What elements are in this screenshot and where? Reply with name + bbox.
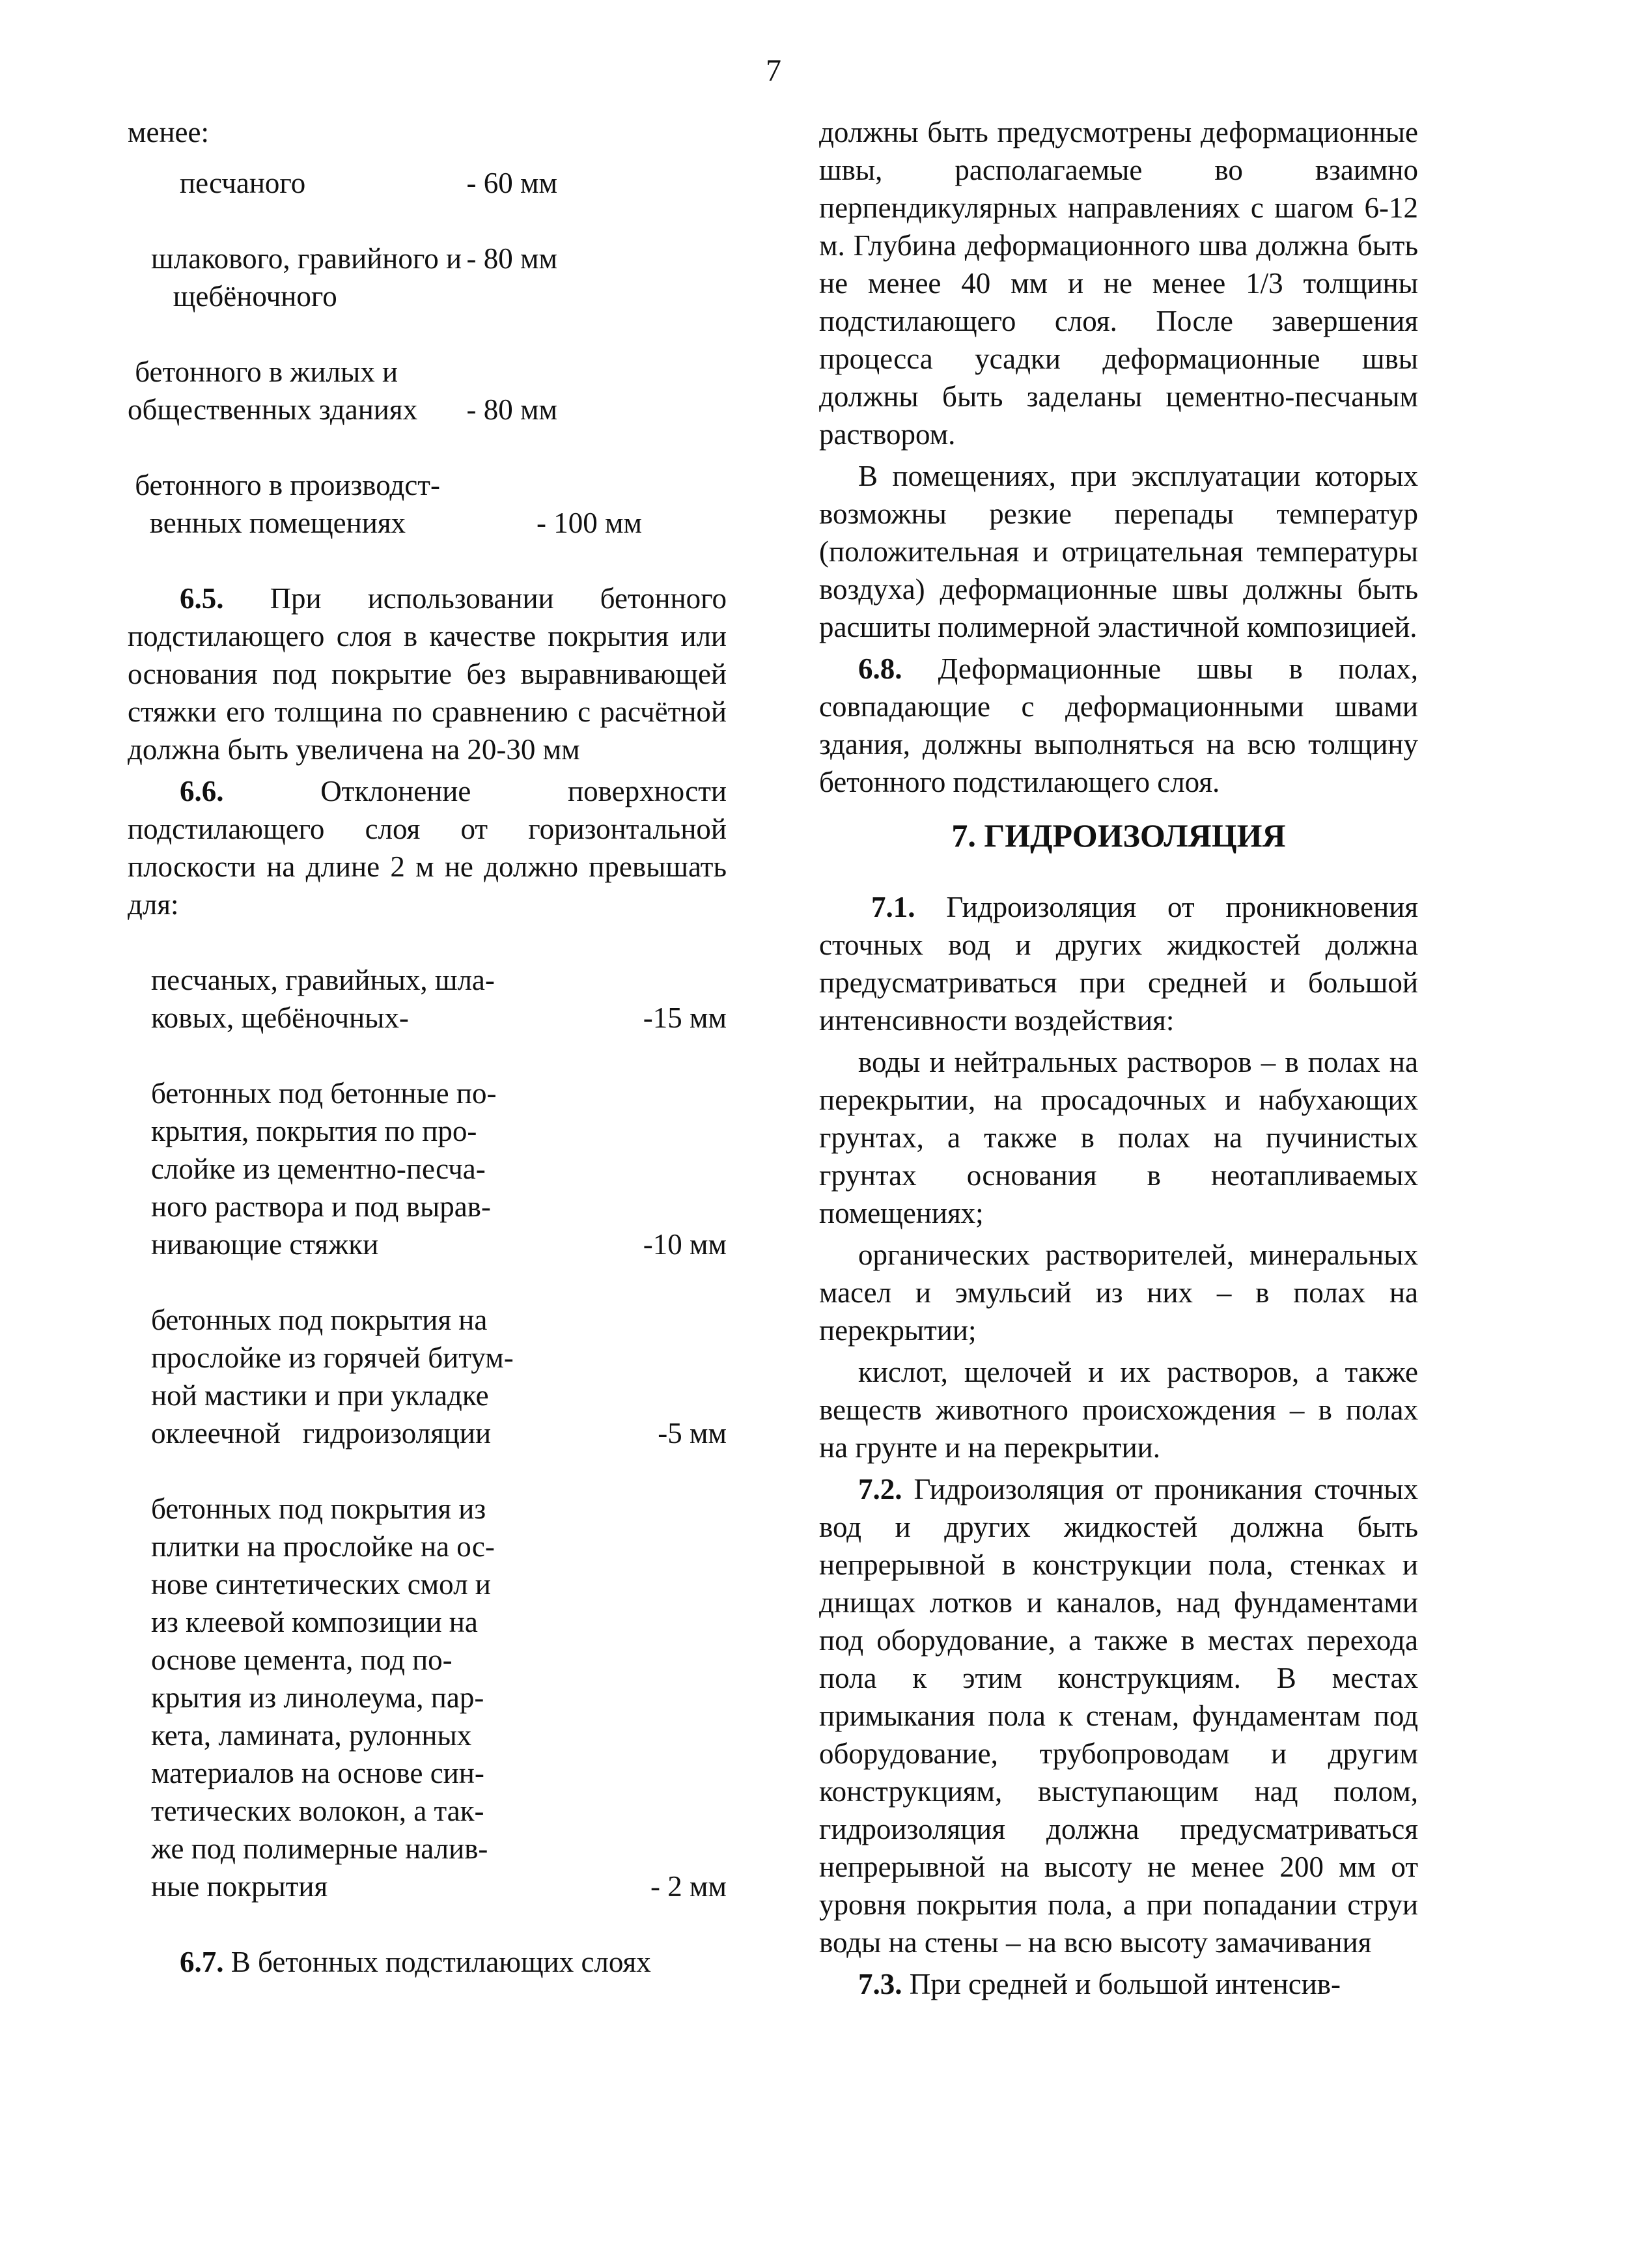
deviation-label: бетонных под покрытия из плитки на прослойке на ос- нове синтетических смол и из клеевой композиции на основе цемента, под по- крытия из линолеума, пар- кета, ламината, рулонных материалов на основе син- тетических волокон, а так- же под полимерные налив- ные покрытия: [151, 1492, 495, 1903]
paragraph-text: При использовании бетонного подстилающего слоя в качестве покрытия или основания под покрытие без выравнивающей стяжки его толщина по сравнению с расчётной должна быть увеличена на 20-30 мм: [128, 582, 727, 766]
clause-number: 6.8.: [858, 652, 902, 685]
deviation-value: -5 мм: [658, 1417, 727, 1449]
deviation-value: -10 мм: [643, 1228, 727, 1261]
paragraph-6-7: [128, 1943, 727, 1981]
deviation-item: [128, 1074, 727, 1263]
thickness-label: песчаного: [180, 167, 306, 199]
deviation-label: бетонных под бетонные по- крытия, покрытия по про- слойке из цементно-песча- ного раствора и под вырав- нивающие стяжки: [151, 1077, 497, 1261]
paragraph-text: В бетонных подстилающих слоях: [230, 1946, 651, 1978]
list-item: органических растворителей, минеральных масел и эмульсий из них – в полах на перекрытии;: [819, 1239, 1418, 1347]
intro-text: менее:: [128, 116, 209, 148]
deviation-value: -15 мм: [643, 1001, 727, 1034]
section-heading: 7. ГИДРОИЗОЛЯЦИЯ: [951, 817, 1286, 854]
paragraph-6-7-continued: [819, 113, 1418, 453]
thickness-item: [128, 240, 557, 315]
paragraph-6-6: [128, 772, 727, 923]
paragraph-text: В помещениях, при эксплуатации которых возможны резкие перепады температур (положительная и отрицательная температуры воздуха) деформационные швы должны быть расшиты полимерной эластичной композицией.: [819, 460, 1418, 643]
clause-number: 7.2.: [858, 1473, 902, 1505]
paragraph-7-1: [819, 888, 1418, 1039]
clause-number: 6.6.: [180, 775, 224, 807]
list-item: кислот, щелочей и их растворов, а также веществ животного происхождения – в полах на грунте и на перекрытии.: [819, 1356, 1418, 1464]
paragraph-text: При средней и большой интенсив-: [909, 1968, 1341, 2000]
paragraph-text: Отклонение поверхности подстилающего слоя от горизонтальной плоскости на длине 2 м не должно превышать для:: [128, 775, 727, 921]
paragraph-7-2: [819, 1470, 1418, 1961]
page-number: 7: [766, 53, 781, 88]
deviation-value: - 2 мм: [650, 1870, 727, 1903]
deviation-label: бетонных под покрытия на прослойке из горячей битум- ной мастики и при укладке оклеечной гидроизоляции: [151, 1304, 514, 1449]
deviation-item: [128, 1490, 727, 1905]
paragraph-text: должны быть предусмотрены деформационные швы, располагаемые во взаимно перпендикулярных направлениях с шагом 6-12 м. Глубина деформационного шва должна быть не менее 40 мм и не менее 1/3 толщины подстилающего слоя. После завершения процесса усадки деформационные швы должны быть заделаны цементно-песчаным раствором.: [819, 116, 1418, 451]
paragraph-6-5: [128, 580, 727, 768]
thickness-label: шлакового, гравийного и щебёночного: [151, 242, 462, 313]
right-column: [819, 113, 1418, 2007]
deviation-label: песчаных, гравийных, шла- ковых, щебёночных-: [151, 964, 495, 1034]
paragraph-6-8: [819, 650, 1418, 801]
clause-number: 6.5.: [180, 582, 224, 615]
paragraph-text: Гидроизоляция от проникновения сточных вод и других жидкостей должна предусматриваться при средней и большой интенсивности воздействия:: [819, 891, 1418, 1037]
clause-number: 7.3.: [858, 1968, 902, 2000]
thickness-value: - 80 мм: [466, 242, 557, 275]
list-item: воды и нейтральных растворов – в полах на перекрытии, на просадочных и набухающих грунтах, а также в полах на пучинистых грунтах основания в неотапливаемых помещениях;: [819, 1046, 1418, 1229]
clause-number: 7.1.: [871, 891, 915, 923]
deviation-item: [128, 1301, 727, 1452]
thickness-label: бетонного в жилых и общественных зданиях: [128, 356, 418, 426]
thickness-value: - 100 мм: [537, 507, 642, 539]
thickness-item: [128, 353, 557, 428]
thickness-item: [128, 466, 642, 542]
paragraph-text: Гидроизоляция от проникания сточных вод и других жидкостей должна быть непрерывной в конструкции пола, стенках и днищах лотков и каналов, над фундаментами под оборудование, а также в местах перехода пола к этим конструкциям. В местах примыкания пола к стенам, фундаментам под оборудование, трубопроводам и другим конструкциям, выступающим над полом, гидроизоляция должна предусматриваться непрерывной на высоту не менее 200 мм от уровня покрытия пола, а при попадании струи воды на стены – на всю высоту замачивания: [819, 1473, 1419, 1959]
paragraph-7-3: [819, 1965, 1418, 2003]
deviation-item: [128, 961, 727, 1037]
thickness-item: [128, 164, 557, 202]
thickness-label: бетонного в производст- венных помещениях: [135, 469, 440, 539]
thickness-value: - 60 мм: [466, 167, 557, 199]
left-column: [128, 113, 727, 1985]
thickness-value: - 80 мм: [466, 393, 557, 426]
clause-number: 6.7.: [180, 1946, 224, 1978]
paragraph-6-7-second: [819, 457, 1418, 646]
paragraph-text: Деформационные швы в полах, совпадающие с деформационными швами здания, должны выполняться на всю толщину бетонного подстилающего слоя.: [819, 652, 1418, 798]
